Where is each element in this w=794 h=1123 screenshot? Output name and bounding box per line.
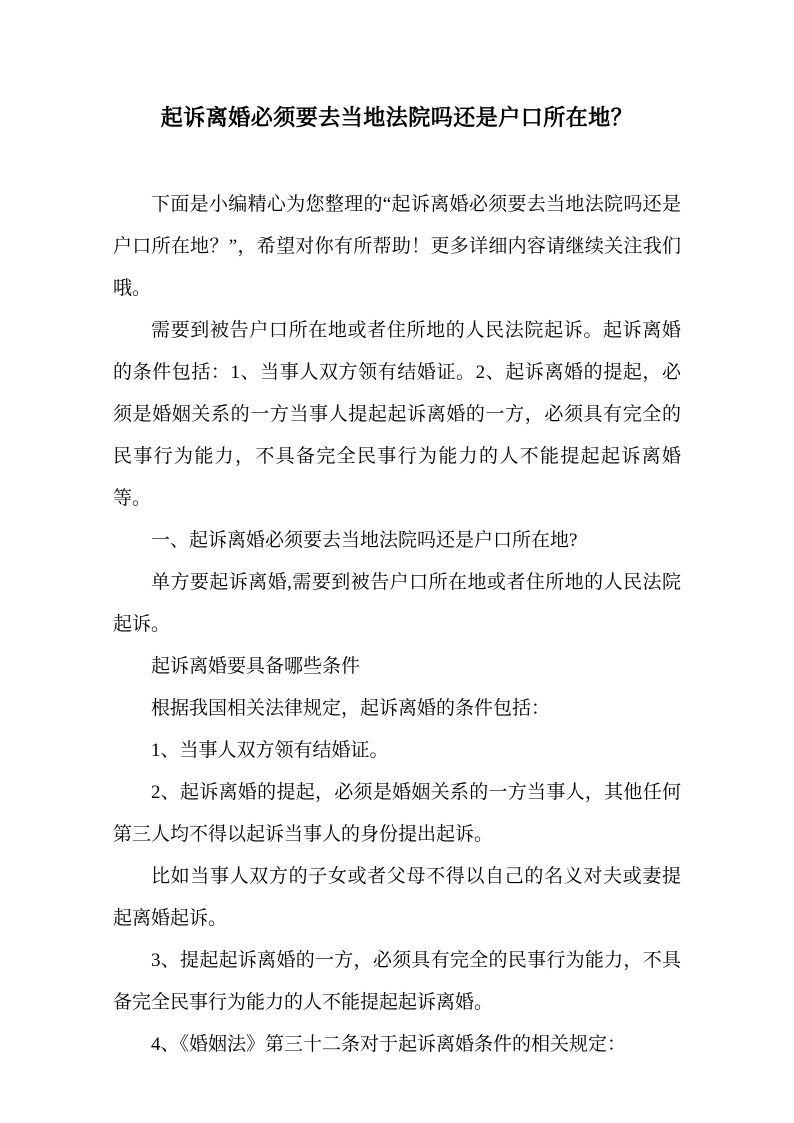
document-title: 起诉离婚必须要去当地法院吗还是户口所在地？ xyxy=(160,105,634,130)
paragraph: 单方要起诉离婚,需要到被告户口所在地或者住所地的人民法院起诉。 xyxy=(113,572,681,635)
paragraph-subheading: 起诉离婚要具备哪些条件 xyxy=(151,656,361,677)
document-body xyxy=(113,184,681,1066)
paragraph-condition-2: 2、起诉离婚的提起，必须是婚姻关系的一方当事人，其他任何第三人均不得以起诉当事人的身份提出起诉。 xyxy=(113,782,681,845)
document-content xyxy=(113,103,681,1066)
paragraph-answer: 需要到被告户口所在地或者住所地的人民法院起诉。起诉离婚的条件包括：1、当事人双方领有结婚证。2、起诉离婚的提起，必须是婚姻关系的一方当事人提起起诉离婚的一方，必须具有完全的民事行为能力，不具备完全民事行为能力的人不能提起起诉离婚等。 xyxy=(113,320,681,509)
paragraph: 根据我国相关法律规定，起诉离婚的条件包括： xyxy=(151,698,551,719)
paragraph-intro: 下面是小编精心为您整理的“起诉离婚必须要去当地法院吗还是户口所在地？”，希望对你有所帮助！更多详细内容请继续关注我们哦。 xyxy=(113,194,681,299)
paragraph-condition-1: 1、当事人双方领有结婚证。 xyxy=(151,740,389,761)
paragraph-section-heading: 一、起诉离婚必须要去当地法院吗还是户口所在地? xyxy=(151,530,578,551)
paragraph: 比如当事人双方的子女或者父母不得以自己的名义对夫或妻提起离婚起诉。 xyxy=(113,866,681,929)
paragraph-condition-4: 4、《婚姻法》第三十二条对于起诉离婚条件的相关规定： xyxy=(151,1034,627,1055)
paragraph-condition-3: 3、提起起诉离婚的一方，必须具有完全的民事行为能力，不具备完全民事行为能力的人不能提起起诉离婚。 xyxy=(113,950,681,1013)
